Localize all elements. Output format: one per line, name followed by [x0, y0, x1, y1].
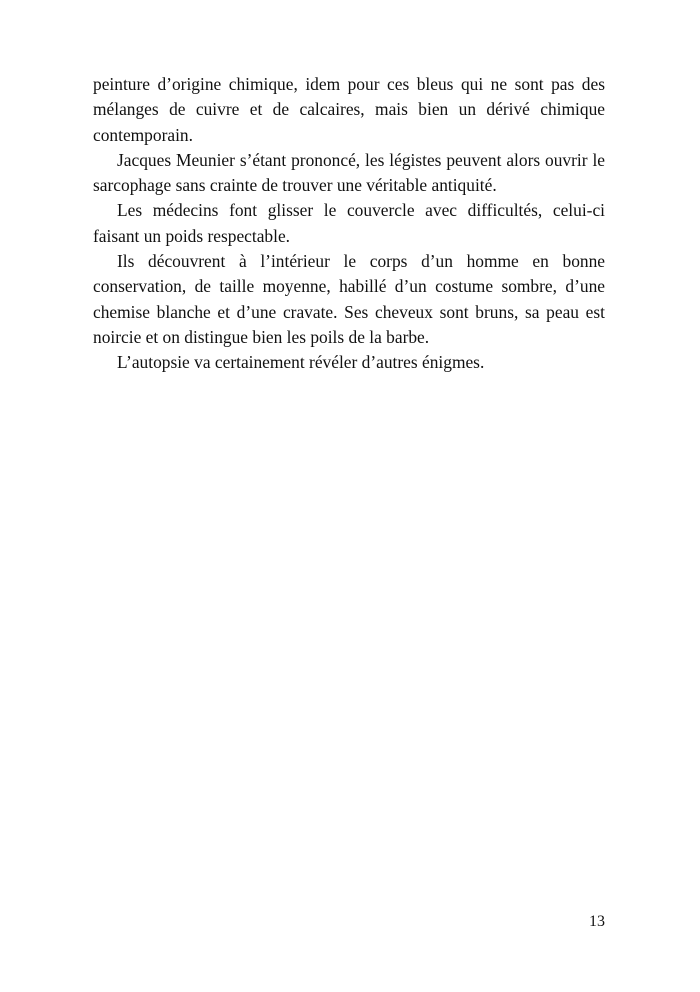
paragraph: Jacques Meunier s’étant prononcé, les légistes peuvent alors ouvrir le sarcophage sans crainte de trouver une véritable antiquité.: [93, 149, 605, 196]
paragraph: L’autopsie va certainement révéler d’autres énigmes.: [117, 352, 485, 373]
paragraph-continuation: peinture d’origine chimique, idem pour ces bleus qui ne sont pas des mélanges de cuivre et de calcaires, mais bien un dérivé chimique contemporain.: [93, 74, 605, 145]
paragraph: Ils découvrent à l’intérieur le corps d’un homme en bonne conservation, de taille moyenne, habillé d’un costume sombre, d’une chemise blanche et d’une cravate. Ses cheveux sont bruns, sa peau est noircie et on distingue bien les poils de la barbe.: [93, 251, 605, 347]
body-text: [93, 72, 605, 376]
page-number: 13: [589, 913, 605, 930]
paragraph: Les médecins font glisser le couvercle avec difficultés, celui-ci faisant un poids respectable.: [93, 200, 605, 246]
